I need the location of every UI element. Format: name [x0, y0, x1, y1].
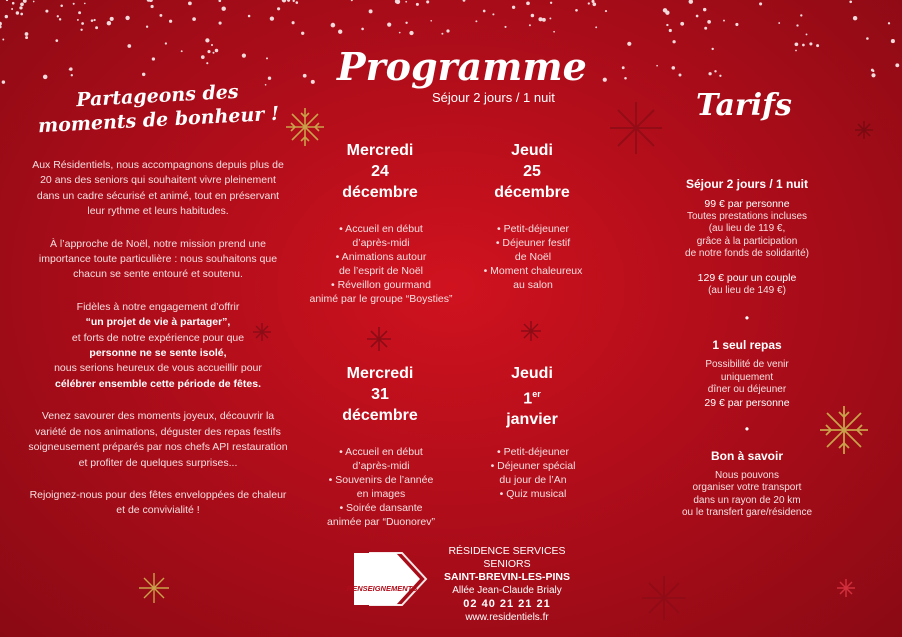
snow-dot [25, 36, 28, 39]
snow-dot [292, 21, 295, 24]
snow-dot [672, 66, 676, 70]
snow-dot [84, 3, 86, 5]
text-line: du jour de l’An [499, 474, 567, 486]
snow-dot [512, 6, 515, 9]
snow-dot [78, 11, 81, 14]
snow-dot [91, 19, 94, 22]
snow-dot [60, 5, 63, 8]
snow-dot [891, 39, 895, 43]
snow-dot [871, 73, 875, 77]
snow-dot [441, 33, 443, 35]
red-snowflake-icon [640, 574, 688, 622]
text-line: dans un rayon de 20 km [693, 494, 801, 506]
red-snowflake-icon [366, 326, 392, 352]
text-line: en images [356, 488, 406, 500]
snow-dot [588, 2, 590, 4]
snow-dot [475, 20, 477, 22]
tarif-heading: Bon à savoir [710, 448, 784, 463]
snow-dot [59, 18, 61, 20]
snow-dot [723, 20, 725, 22]
snow-dot [592, 2, 596, 6]
red-snowflake-icon [836, 578, 856, 598]
day-heading: Jeudi 1er janvier [506, 365, 558, 429]
snow-dot [331, 23, 336, 28]
snow-dot [213, 52, 215, 54]
snow-dot [680, 22, 684, 26]
snow-dot [696, 15, 699, 18]
snow-dot [25, 32, 29, 36]
snow-dot [0, 22, 2, 26]
snow-dot [399, 32, 401, 34]
text-line: de notre fonds de solidarité) [685, 248, 809, 260]
snow-dot [205, 38, 209, 42]
intro-paragraph: Rejoignez-nous pour des fêtes enveloppées de chaleur et de convivialité ! [29, 488, 287, 517]
intro-column [28, 80, 288, 536]
tarif-price: 129 € pour un couple [697, 271, 797, 284]
snow-dot [218, 0, 221, 2]
snow-dot [165, 42, 167, 44]
contact-footer [340, 545, 600, 623]
text-line: • Réveillon gourmand [331, 279, 431, 291]
snow-dot [483, 10, 486, 13]
snow-dot [526, 1, 530, 5]
residence-type: RÉSIDENCE SERVICES SENIORS [448, 545, 566, 570]
snow-dot [301, 32, 304, 35]
tarif-heading: 1 seul repas [712, 338, 782, 353]
snow-dot [152, 57, 155, 60]
snow-dot [806, 33, 808, 35]
text-line: • Moment chaleureux [483, 265, 583, 277]
snow-dot [43, 75, 48, 80]
snow-dot [800, 14, 802, 16]
snow-dot [679, 74, 682, 77]
snow-dot [866, 37, 869, 40]
snow-dot [492, 13, 494, 15]
snow-dot [57, 15, 59, 17]
snow-dot [142, 73, 145, 76]
text-line: Nous pouvons [715, 469, 779, 481]
snow-dot [689, 0, 694, 4]
snow-dot [188, 2, 192, 6]
snow-dot [550, 2, 552, 4]
snow-dot [872, 70, 874, 72]
gold-snowflake-icon [138, 572, 170, 604]
text-line: (au lieu de 119 €, [708, 223, 786, 235]
snow-dot [80, 29, 82, 31]
snow-dot [73, 3, 75, 5]
snow-dot [759, 2, 762, 5]
intro-paragraph: Fidèles à notre engagement d’offrir “un projet de vie à partager”, et forts de notre expérience pour que personne ne se sente isolé, nous serions heureux de vous accueillir pour célébrer ensemble cette période de fêtes. [54, 300, 262, 390]
snow-dot [107, 21, 111, 25]
snow-dot [707, 20, 711, 24]
snow-dot [426, 0, 429, 3]
tarif-details [662, 359, 832, 397]
snow-dot [603, 78, 607, 82]
snow-dot [663, 8, 667, 12]
activity-list [448, 445, 618, 501]
programme-title: Programme [337, 44, 587, 89]
snow-dot [627, 42, 631, 46]
snow-dot [816, 44, 819, 47]
intro-paragraph: Venez savourer des moments joyeux, découvrir la variété de nos animations, déguster des repas festifs soigneusement préparés par nos chefs API restauration et profiter de quelques surprises... [28, 410, 288, 469]
snow-dot [719, 75, 721, 77]
text-line: dîner ou déjeuner [707, 384, 787, 396]
snow-dot [624, 77, 627, 80]
text-line: Toutes prestations incluses [686, 210, 808, 222]
text-line: de Noël [514, 251, 552, 263]
text-line: • Animations autour [335, 251, 427, 263]
snow-dot [895, 63, 899, 67]
snow-dot [549, 17, 551, 19]
snow-dot [69, 68, 71, 70]
snow-dot [387, 23, 391, 27]
snow-dot [871, 69, 874, 72]
snow-dot [270, 16, 274, 20]
programme-subtitle: Séjour 2 jours / 1 nuit [432, 90, 555, 105]
snow-dot [219, 22, 222, 25]
tarif-price: 29 € par personne [704, 396, 790, 409]
red-snowflake-icon [608, 100, 664, 156]
snow-dot [55, 39, 58, 42]
text-line: • Souvenirs de l’année [328, 474, 434, 486]
snow-dot [704, 27, 707, 30]
separator-bullet: • [744, 421, 750, 436]
snow-dot [622, 66, 625, 69]
intro-paragraph: Aux Résidentiels, nous accompagnons depuis plus de 20 ans des seniors qui souhaitent vivre pleinement dans un cadre sécurisé et animé, tout en préservant leur rythme et leurs habitudes. [32, 159, 284, 218]
snow-dot [147, 0, 150, 2]
day-heading: Mercredi 31 décembre [342, 365, 418, 424]
snow-dot [95, 26, 98, 29]
renseignements-logo-icon [340, 549, 432, 609]
snow-dot [666, 24, 668, 26]
phone-number: 02 40 21 21 21 [463, 598, 551, 610]
tarifs-title: Tarifs [696, 88, 792, 123]
snow-dot [446, 29, 449, 32]
text-line: organiser votre transport [692, 482, 802, 494]
snow-dot [361, 28, 364, 31]
snow-dot [778, 22, 780, 24]
text-line: ou le transfert gare/résidence [681, 507, 813, 519]
snow-dot [553, 31, 555, 33]
activity-list [296, 445, 466, 529]
text-line: d’après-midi [352, 237, 410, 249]
text-line: • Petit-déjeuner [497, 446, 569, 458]
snow-dot [409, 31, 413, 35]
snow-dot [287, 0, 290, 2]
snow-dot [221, 6, 225, 10]
website-link[interactable]: www.residentiels.fr [465, 612, 549, 623]
snow-dot [529, 24, 531, 26]
snow-dot [215, 49, 219, 53]
snow-dot [71, 74, 73, 76]
snow-dot [266, 57, 268, 59]
snow-dot [703, 8, 706, 11]
text-line: • Accueil en début [339, 223, 423, 235]
snow-dot [369, 9, 373, 13]
snow-dot [672, 40, 675, 43]
snow-dot [395, 0, 400, 4]
tarif-details [662, 211, 832, 261]
text-line: d’après-midi [352, 460, 410, 472]
tarifs-column [662, 176, 832, 520]
snow-dot [146, 26, 148, 28]
snow-dot [19, 6, 22, 9]
snow-dot [6, 0, 8, 1]
snow-dot [711, 48, 713, 50]
snow-dot [405, 1, 407, 3]
text-line: de l’esprit de Noël [338, 265, 424, 277]
snow-dot [796, 24, 798, 26]
snow-dot [207, 50, 210, 53]
text-line: • Déjeuner festif [495, 237, 571, 249]
snow-dot [12, 2, 15, 5]
day-heading: Mercredi 24 décembre [342, 142, 418, 201]
snow-dot [809, 42, 812, 45]
snow-dot [405, 22, 407, 24]
snow-dot [2, 39, 4, 41]
text-line: animé par le groupe “Boysties” [309, 293, 453, 305]
residence-name: SAINT-BREVIN-LES-PINS [443, 571, 570, 583]
snow-dot [595, 26, 597, 28]
day-heading: Jeudi 25 décembre [494, 142, 570, 201]
snow-dot [665, 11, 669, 15]
text-line: Possibilité de venir [705, 359, 789, 371]
snow-dot [853, 16, 857, 20]
tarif-heading: Séjour 2 jours / 1 nuit [685, 177, 809, 191]
snow-dot [201, 55, 205, 59]
snow-dot [311, 80, 315, 84]
snow-dot [669, 29, 672, 32]
snow-dot [151, 5, 154, 8]
snow-dot [16, 11, 19, 14]
snow-dot [20, 13, 23, 16]
snow-dot [504, 26, 506, 28]
intro-heading: Partageons des moments de bonheur ! [37, 80, 280, 138]
text-line: animée par “Duonorev” [327, 516, 435, 528]
snow-dot [430, 20, 432, 22]
snow-dot [416, 3, 419, 6]
snow-dot [127, 44, 131, 48]
snow-dot [714, 70, 716, 72]
snow-dot [735, 23, 738, 26]
red-snowflake-icon [520, 320, 542, 342]
snow-dot [888, 22, 890, 24]
snow-dot [795, 42, 799, 46]
snow-dot [192, 17, 196, 21]
snow-dot [11, 8, 13, 10]
snow-dot [45, 10, 48, 13]
snow-dot [2, 80, 5, 83]
text-line: grâce à la participation [696, 235, 798, 247]
text-line: • Déjeuner spécial [490, 460, 576, 472]
snow-dot [795, 50, 797, 52]
snow-dot [282, 0, 286, 2]
snow-dot [0, 25, 2, 28]
tarif-note: (au lieu de 149 €) [708, 284, 786, 296]
snow-dot [248, 15, 251, 18]
snow-dot [531, 14, 535, 18]
snow-dot [20, 2, 24, 6]
snow-dot [538, 17, 542, 21]
snow-dot [463, 0, 466, 2]
activity-list [296, 222, 466, 306]
snow-dot [277, 7, 280, 10]
svg-text:RENSEIGNEMENTS: RENSEIGNEMENTS [346, 584, 418, 593]
snow-dot [125, 16, 129, 20]
tarif-details [662, 470, 832, 520]
snow-dot [575, 9, 578, 12]
snow-dot [149, 0, 153, 2]
snow-dot [211, 44, 213, 46]
separator-bullet: • [744, 311, 750, 326]
snow-dot [77, 19, 79, 21]
snow-dot [542, 18, 546, 22]
activity-list [448, 222, 618, 292]
snow-dot [708, 72, 711, 75]
text-line: au salon [513, 279, 553, 291]
snow-dot [93, 19, 95, 21]
text-line: • Quiz musical [499, 488, 567, 500]
snow-dot [802, 44, 805, 47]
intro-paragraph: À l’approche de Noël, notre mission prend une importance toute particulière : nous souhaitons que chacun se sente entouré et soutenu. [38, 237, 278, 281]
snow-dot [396, 0, 401, 4]
snow-dot [338, 30, 342, 34]
snow-dot [69, 67, 72, 70]
snow-dot [169, 20, 172, 23]
snow-dot [81, 22, 84, 25]
snow-dot [293, 0, 295, 2]
snow-dot [5, 15, 8, 18]
snow-dot [33, 1, 35, 3]
text-line: uniquement [720, 371, 774, 383]
snow-dot [605, 10, 607, 12]
red-snowflake-icon [854, 120, 874, 140]
text-line: • Soirée dansante [339, 502, 423, 514]
snow-dot [656, 65, 658, 67]
snow-dot [242, 54, 246, 58]
text-line: • Petit-déjeuner [497, 223, 569, 235]
snow-dot [206, 62, 208, 64]
snow-dot [110, 17, 114, 21]
snow-dot [303, 74, 307, 78]
snow-dot [849, 0, 852, 3]
snow-dot [23, 0, 27, 3]
text-line: • Accueil en début [339, 446, 423, 458]
residence-address: Allée Jean-Claude Brialy [452, 585, 562, 596]
snow-dot [351, 0, 353, 1]
snow-dot [591, 0, 594, 3]
tarif-price: 99 € par personne [704, 198, 790, 210]
snow-dot [296, 1, 299, 4]
snow-dot [181, 50, 183, 52]
snow-dot [159, 14, 162, 17]
